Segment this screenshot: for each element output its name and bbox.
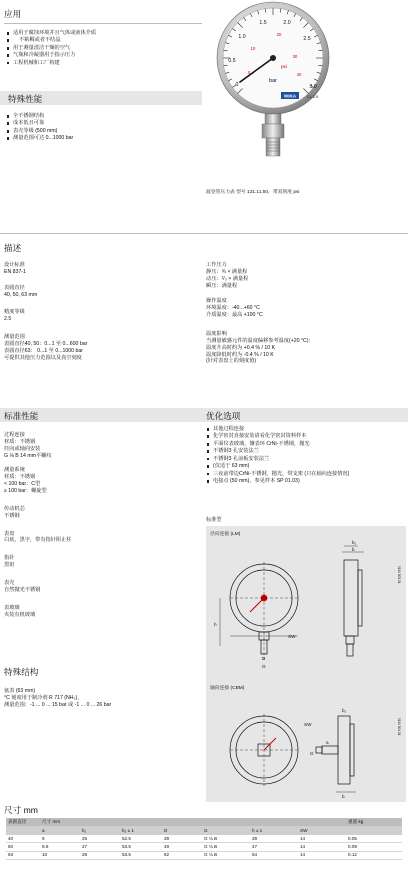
section-divider (4, 23, 202, 24)
table-header (346, 826, 402, 834)
special-title: 特殊结构 (4, 667, 39, 677)
section-divider (0, 233, 408, 234)
spec-value: 2.5 (4, 316, 12, 323)
standard-type-title: 标准型 (206, 517, 222, 523)
axial-label: 轴向连接 (CBM) (210, 686, 245, 691)
spec-value: 表圆直径63： 0...1 至 0...1000 bar (4, 347, 84, 354)
dimensions-table (6, 818, 402, 860)
dim-g: G (310, 751, 314, 756)
spec-label: 表盘 (4, 530, 15, 537)
class-mark: CL 2.5 (307, 95, 319, 99)
spec-value: 自然抛光不锈钢 (4, 586, 41, 593)
dim-sw: SW (304, 722, 312, 727)
dial-label-psi: 30 (292, 54, 298, 59)
dial-label: 2.0 (283, 20, 291, 26)
spec-value: 径向或轴向安装 (4, 445, 41, 452)
list-item: 化学密封直接安装请看化学密封资料样本 (206, 433, 406, 440)
dial-label-psi: 40 (296, 72, 302, 77)
spec-label: 表壳 (4, 580, 15, 587)
list-item: 不粘稠或者不结晶 (6, 37, 202, 44)
table-header: SW (298, 826, 346, 834)
table-cell: 53.5 (120, 851, 162, 859)
spec-label: 表玻璃 (4, 604, 20, 611)
list-item: 三夜前带边CrNi-不锈钢，抛光，带支架 (只在轴向连接情况) (206, 471, 406, 478)
spec-value: 表圆直径40, 50：0...1 至 0...600 bar (4, 341, 88, 348)
list-item: 气瓶和冷凝器用于指示压力 (6, 52, 202, 59)
special-column (4, 688, 200, 709)
table-cell: 9 (40, 835, 80, 843)
dim-h: h (214, 622, 217, 627)
dial-label: 0.5 (228, 58, 236, 64)
spec-value: EN 837-1 (4, 268, 26, 275)
spec-value: 瞬压：满量程 (206, 282, 238, 289)
table-cell: 47 (250, 843, 298, 851)
dim-b: b (352, 547, 355, 552)
table-header-row (6, 818, 402, 826)
description-title: 描述 (4, 243, 22, 253)
list-item: 全不锈钢结构 (6, 113, 202, 120)
pressure-gauge-illustration (215, 0, 335, 185)
features-title: 特殊性能 (8, 94, 43, 104)
table-cell: 27 (80, 843, 120, 851)
spec-value: (针对表盘上的刻度值) (206, 358, 257, 365)
table-cell: 52.5 (120, 835, 162, 843)
dim-sw: SW (288, 634, 296, 639)
dim-b: b (342, 794, 345, 799)
spec-label: 传动机芯 (4, 505, 25, 512)
unit-psi: psi (281, 64, 287, 69)
dim-d: D (262, 656, 266, 661)
brand-logo: WIKA (283, 93, 297, 99)
table-cell: 10 (40, 851, 80, 859)
table-cell: 53.5 (120, 843, 162, 851)
table-header: b₂ ± 1 (120, 826, 162, 834)
spec-label: 指针 (4, 555, 15, 562)
spec-value: 可提供其他压力范围以及真空刻度 (4, 354, 82, 361)
table-header (120, 818, 162, 826)
table-cell: 39 (250, 835, 298, 843)
spec-value: 温度升高时约为 +0.4 % / 10 K (206, 344, 276, 351)
table-cell: 50 (6, 843, 40, 851)
dial-label: 3.0 (309, 84, 317, 90)
table-header: b₁ (80, 826, 120, 834)
table-cell: 14 (298, 835, 346, 843)
application-title: 应用 (4, 9, 22, 19)
spec-value: 静压：¾ × 满量程 (206, 268, 248, 275)
spec-value: 当测量敏感元件的温度偏移参考温度(+20 °C)： (206, 337, 314, 344)
spec-label: 测量系统 (4, 467, 25, 474)
table-cell: 14 (298, 851, 346, 859)
standard-column (4, 432, 198, 618)
options-list (206, 426, 406, 486)
spec-value: 不锈钢 (4, 512, 20, 519)
list-item: 表壳等级 (500 mm) (6, 128, 202, 135)
spec-value: 动压：²/₃ × 满量程 (206, 275, 249, 282)
options-title: 优化选项 (206, 411, 241, 421)
spec-value: ≥ 100 bar：螺旋型 (4, 488, 47, 495)
dial-label: 1.0 (238, 34, 246, 40)
table-row (6, 851, 402, 859)
table-header: a (40, 826, 80, 834)
table-cell: G ⅛ B (202, 851, 250, 859)
application-list (6, 30, 202, 67)
product-image (215, 0, 335, 185)
spec-label: 测量范围 (4, 334, 25, 341)
dimensions-title: 尺寸 mm (4, 805, 38, 815)
features-list (6, 113, 202, 143)
description-left-column (4, 262, 194, 362)
spec-value: 40, 50, 63 mm (4, 291, 38, 298)
list-item: 工程机械和工厂构建 (6, 60, 202, 67)
table-header: G (202, 826, 250, 834)
table-cell: G ⅛ B (202, 843, 250, 851)
technical-drawing (206, 526, 406, 802)
dial-label-psi: 0 (247, 70, 251, 75)
table-cell: 49 (162, 843, 202, 851)
spec-label: 工作压力 (206, 262, 227, 268)
spec-label: 过程连接 (4, 432, 25, 438)
list-item: (仅适于 63 mm) (206, 463, 406, 470)
spec-value: 测量范围：-1 ... 0 ... 15 bar 或 -1 ... 0 ... 26 bar (4, 701, 112, 708)
list-item: 电接点 (50 mm)，参见样本 SP 01.03) (206, 478, 406, 485)
dim-g: G (262, 664, 266, 669)
table-cell: 54 (250, 851, 298, 859)
spec-value: 介质温度：最高 +100 °C (206, 312, 263, 319)
spec-value: G ⅛ B 14 mm平螺纹 (4, 452, 52, 459)
spec-label: 氨表 (63 mm) (4, 688, 36, 694)
table-row (6, 835, 402, 843)
technical-drawing-panel (206, 526, 406, 802)
unit-bar: bar (269, 78, 277, 84)
list-item: 用于测量清洁干燥的空气 (6, 45, 202, 52)
spec-value: 材质：不锈钢 (4, 438, 36, 445)
table-cell: 9.6 (40, 843, 80, 851)
standard-title: 标准性能 (4, 411, 39, 421)
spec-value: 白底，黑字，带有指针阻止柱 (4, 537, 72, 544)
dim-b1: b₁ (352, 540, 357, 545)
table-cell: 28 (80, 851, 120, 859)
product-caption: 波登管压力表 型号 131.11.50，带双刻度 psi (206, 190, 300, 195)
table-cell: 25 (80, 835, 120, 843)
table-cell: 63 (6, 851, 40, 859)
spec-value: °C 刻度用于制冷剂 R 717 (NH₃)， (4, 694, 83, 701)
spec-label: 设计标准 (4, 262, 25, 268)
description-right-column (206, 262, 406, 365)
table-header: D (162, 826, 202, 834)
table-cell: 39 (162, 835, 202, 843)
dial-label: 1.5 (259, 20, 267, 26)
table-header-row (6, 826, 402, 834)
table-header (250, 818, 298, 826)
dial-label: 0 (235, 82, 239, 88)
table-cell: G ⅛ B (202, 835, 250, 843)
table-row (6, 843, 402, 851)
spec-value: 夹装有机玻璃 (4, 611, 36, 618)
table-header (298, 818, 346, 826)
table-header (162, 818, 202, 826)
table-header: 尺寸 mm (40, 818, 120, 826)
spec-value: < 100 bar：C型 (4, 481, 41, 488)
spec-value: 材质：不锈钢 (4, 474, 36, 481)
dimensions-table-wrap (6, 818, 402, 860)
dial-label-psi: 10 (250, 46, 256, 51)
spec-label: 表圆直径 (4, 284, 25, 291)
drawing-code: 2110 004.01 (397, 718, 401, 736)
spec-label: 精度等级 (4, 309, 25, 316)
list-item: 成本低且可靠 (6, 120, 202, 127)
list-item: 适用于腐蚀环境并且气体或液体介质 (6, 30, 202, 37)
drawing-code: 2110 003.01 (397, 566, 401, 584)
list-item: 平面仪表玻璃，镶表环 CrNi-不锈钢，抛光 (206, 441, 406, 448)
table-cell: 14 (298, 843, 346, 851)
spec-label: 温度影响 (206, 331, 227, 338)
list-item: 其他过程连接 (206, 426, 406, 433)
dim-a: a (326, 740, 329, 745)
table-cell: 40 (6, 835, 40, 843)
spec-value: 黑铝 (4, 562, 15, 569)
table-cell: 0.05 (346, 835, 402, 843)
list-item: 不锈钢3 孔前板安装法兰 (206, 456, 406, 463)
table-header (6, 826, 40, 834)
list-item: 测量范围可达 0...1000 bar (6, 135, 202, 142)
spec-value: 温度降低时约为 -0.4 % / 10 K (206, 351, 274, 358)
table-header: h ± 1 (250, 826, 298, 834)
dial-label-psi: 20 (276, 32, 282, 37)
spec-label: 操作温度 (206, 298, 227, 305)
dial-label: 2.5 (303, 36, 311, 42)
table-cell: 0.09 (346, 843, 402, 851)
spec-value: 环境温度：-40...+60 °C (206, 305, 260, 312)
dim-b1: b₁ (342, 708, 347, 713)
table-header: 重量 kg (346, 818, 402, 826)
list-item: 不锈钢3 孔安装法兰 (206, 448, 406, 455)
radial-label: 径向连接 (LM) (210, 532, 241, 537)
table-header (202, 818, 250, 826)
table-cell: 62 (162, 851, 202, 859)
table-header: 表圆直径 (6, 818, 40, 826)
table-cell: 0.12 (346, 851, 402, 859)
